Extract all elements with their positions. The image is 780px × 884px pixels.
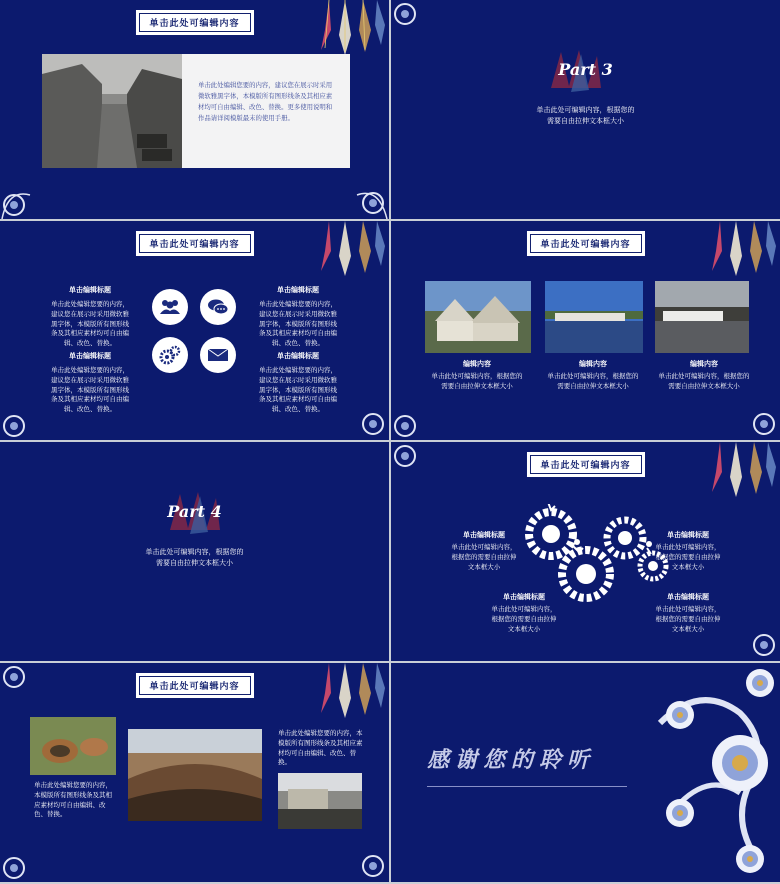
tulou-aerial-photo: [30, 717, 116, 775]
text-block: [655, 530, 721, 572]
block-heading: 单击编辑标题: [277, 352, 319, 360]
slide-title: 单击此处可编辑内容: [526, 452, 644, 477]
block-text: 单击此处可编辑内容，根据您的需要自由拉伸文本框大小: [655, 543, 721, 571]
floral-ornament-icon: [0, 663, 40, 703]
floral-ornament-icon: [391, 0, 431, 40]
slide-title: 单击此处可编辑内容: [526, 231, 644, 256]
floral-ornament-icon: [0, 842, 40, 882]
tulou-interior-photo: [128, 729, 262, 821]
floral-ornament-icon: [391, 442, 431, 482]
text-card: [182, 54, 350, 168]
block-heading: 单击编辑标题: [667, 593, 709, 601]
feathers-icon: [315, 221, 387, 279]
slide-8[interactable]: [391, 663, 780, 882]
canal-photo: [42, 54, 182, 168]
block-text: 单击此处可编辑内容，根据您的需要自由拉伸文本框大小: [451, 543, 517, 571]
part-subtitle: 单击此处可编辑内容，根据您的需要自由拉伸文本框大小: [536, 106, 635, 126]
block-heading: 单击编辑标题: [69, 352, 111, 360]
caption-block: [431, 359, 523, 392]
feathers-icon: [706, 221, 778, 279]
slide-title: 单击此处可编辑内容: [135, 231, 253, 256]
village-photo: [425, 281, 531, 353]
block-text: 单击此处编辑您要的内容，建议您在展示时采用微软雅黑字体，本模版所有图形线条及其相应素材均可自由编辑、改色、替换。: [259, 300, 337, 347]
feathers-icon: [315, 663, 387, 721]
block-heading: 单击编辑标题: [463, 531, 505, 539]
part-heading: [536, 60, 636, 127]
block-heading: 单击编辑标题: [69, 286, 111, 294]
caption-block: [657, 359, 751, 392]
village-street-photo: [278, 773, 362, 829]
caption-heading: 编辑内容: [690, 360, 718, 368]
caption-text: 单击此处可编辑内容，根据您的需要自由拉伸文本框大小: [547, 372, 639, 390]
slide-5[interactable]: [0, 442, 389, 661]
slide-3[interactable]: [0, 221, 389, 440]
caption-text: 单击此处可编辑内容，根据您的需要自由拉伸文本框大小: [431, 372, 523, 390]
floral-ornament-icon: [349, 179, 389, 219]
slide-title: 单击此处可编辑内容: [135, 673, 253, 698]
gears-icon: [152, 337, 188, 373]
text-block: [491, 592, 557, 634]
block-heading: 单击编辑标题: [277, 286, 319, 294]
floral-ornament-icon: [349, 842, 389, 882]
feathers-icon: [706, 442, 778, 500]
gears-diagram-icon: [521, 504, 671, 604]
caption-text: 单击此处可编辑内容，根据您的需要自由拉伸文本框大小: [658, 372, 750, 390]
slide-1[interactable]: [0, 0, 389, 219]
chat-icon: [200, 289, 236, 325]
block-text: 单击此处可编辑内容，根据您的需要自由拉伸文本框大小: [655, 605, 721, 633]
slide-6[interactable]: [391, 442, 780, 661]
lake-village-photo: [545, 281, 643, 353]
divider: [427, 786, 627, 787]
slide-7[interactable]: [0, 663, 389, 882]
floral-ornament-icon: [391, 400, 431, 440]
mail-icon: [200, 337, 236, 373]
text-block: [256, 351, 340, 415]
text-block: [50, 351, 130, 415]
text-block: [50, 285, 130, 349]
caption-block: [547, 359, 639, 392]
slide-title: 单击此处可编辑内容: [135, 10, 253, 35]
block-heading: 单击编辑标题: [503, 593, 545, 601]
text-block: [256, 285, 340, 349]
part-title: Part 4: [167, 502, 222, 521]
part-title: Part 3: [558, 60, 613, 79]
floral-ornament-icon: [0, 400, 40, 440]
floral-ornament-icon: [740, 400, 780, 440]
part-heading: [145, 502, 245, 569]
block-text: 单击此处可编辑内容，根据您的需要自由拉伸文本框大小: [491, 605, 557, 633]
block-heading: 单击编辑标题: [667, 531, 709, 539]
part-subtitle: 单击此处可编辑内容，根据您的需要自由拉伸文本框大小: [145, 548, 244, 568]
text-block: [451, 530, 517, 572]
block-text: 单击此处编辑您要的内容，建议您在展示时采用微软雅黑字体，本模版所有图形线条及其相应素材均可自由编辑、改色、替换。: [51, 300, 129, 347]
right-text: 单击此处编辑您要的内容，本模版所有图形线条及其相应素材均可自由编辑、改色、替换。: [278, 729, 363, 767]
block-text: 单击此处编辑您要的内容，建议您在展示时采用微软雅黑字体，本模版所有图形线条及其相应素材均可自由编辑、改色、替换。: [259, 366, 337, 413]
caption-heading: 编辑内容: [579, 360, 607, 368]
floral-pattern-icon: [640, 663, 780, 882]
floral-ornament-icon: [740, 621, 780, 661]
left-text: 单击此处编辑您要的内容，本模版所有图形线条及其相应素材均可自由编辑、改色、替换。: [34, 781, 112, 819]
users-icon: [152, 289, 188, 325]
caption-heading: 编辑内容: [463, 360, 491, 368]
floral-ornament-icon: [0, 179, 40, 219]
feathers-icon: [315, 0, 387, 58]
slide-4[interactable]: [391, 221, 780, 440]
slide-2[interactable]: [391, 0, 780, 219]
floral-ornament-icon: [349, 400, 389, 440]
block-text: 单击此处编辑您要的内容，建议您在展示时采用微软雅黑字体，本模版所有图形线条及其相应素材均可自由编辑、改色、替换。: [51, 366, 129, 413]
body-text: 单击此处编辑您要的内容，建议您在展示时采用微软雅黑字体，本模版所有图形线条及其相应素材均可自由编辑、改色、替换。更多使用说明和作品请详阅模版最末的使用手册。: [198, 81, 333, 122]
text-block: [655, 592, 721, 634]
waterside-photo: [655, 281, 749, 353]
thanks-text: 感谢您的聆听: [427, 747, 596, 773]
